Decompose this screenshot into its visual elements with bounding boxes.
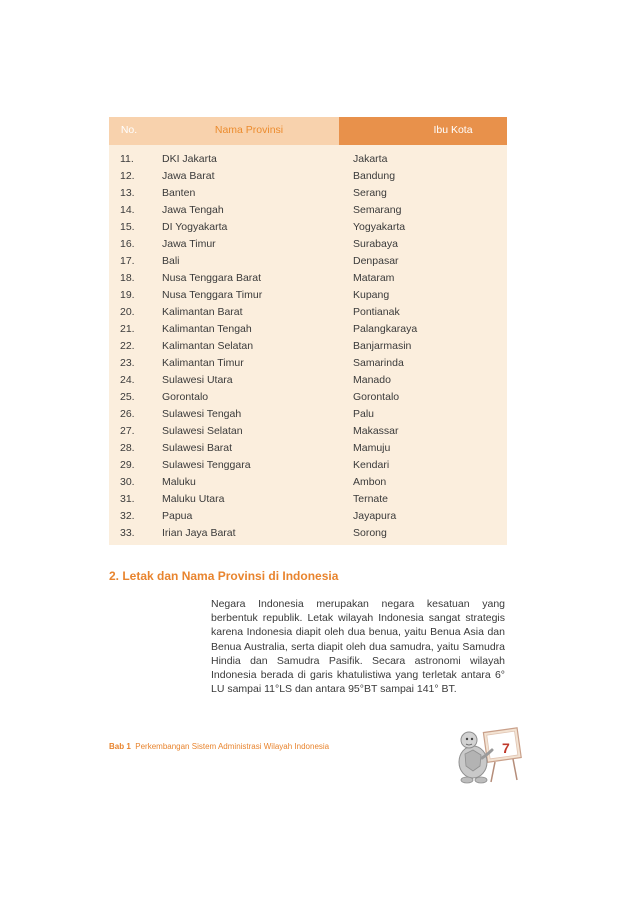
province-name: Jawa Timur <box>162 238 216 250</box>
row-number: 28. <box>120 442 135 454</box>
row-number: 20. <box>120 306 135 318</box>
row-number: 11. <box>120 153 134 165</box>
province-name: Jawa Barat <box>162 170 215 182</box>
row-number: 33. <box>120 527 135 539</box>
table-header <box>109 117 507 145</box>
capital-name: Mamuju <box>353 442 391 454</box>
row-number: 32. <box>120 510 135 522</box>
capital-name: Yogyakarta <box>353 221 406 233</box>
row-number: 16. <box>120 238 135 250</box>
capital-name: Semarang <box>353 204 402 216</box>
footer-title: Perkembangan Sistem Administrasi Wilayah Indonesia <box>135 742 330 751</box>
province-name: DKI Jakarta <box>162 153 217 165</box>
province-name: Maluku Utara <box>162 493 225 505</box>
province-table <box>109 117 507 545</box>
row-number: 31. <box>120 493 135 505</box>
table-body <box>109 151 507 542</box>
capital-name: Makassar <box>353 425 399 437</box>
row-number: 26. <box>120 408 135 420</box>
capital-name: Denpasar <box>353 255 399 267</box>
capital-name: Palu <box>353 408 375 420</box>
row-number: 25. <box>120 391 135 403</box>
province-name: Bali <box>162 255 180 267</box>
header-capital: Ibu Kota <box>339 117 507 145</box>
table-row <box>109 219 507 236</box>
capital-name: Sorong <box>353 527 387 539</box>
table-row <box>109 440 507 457</box>
province-name: Nusa Tenggara Timur <box>162 289 263 301</box>
province-name: Gorontalo <box>162 391 209 403</box>
capital-name: Bandung <box>353 170 396 182</box>
province-name: Kalimantan Selatan <box>162 340 254 352</box>
capital-name: Mataram <box>353 272 395 284</box>
table-row <box>109 372 507 389</box>
capital-name: Kendari <box>353 459 390 471</box>
capital-name: Gorontalo <box>353 391 400 403</box>
row-number: 27. <box>120 425 135 437</box>
province-name: Sulawesi Selatan <box>162 425 243 437</box>
row-number: 24. <box>120 374 135 386</box>
province-name: Jawa Tengah <box>162 204 224 216</box>
row-number: 23. <box>120 357 135 369</box>
capital-name: Surabaya <box>353 238 398 250</box>
province-name: Sulawesi Tengah <box>162 408 242 420</box>
province-name: Sulawesi Utara <box>162 374 233 386</box>
table-row <box>109 474 507 491</box>
row-number: 12. <box>120 170 135 182</box>
table-row <box>109 338 507 355</box>
table-row <box>109 321 507 338</box>
row-number: 14. <box>120 204 135 216</box>
table-row <box>109 355 507 372</box>
page-number: 7 <box>502 740 510 756</box>
table-row <box>109 151 507 168</box>
row-number: 15. <box>120 221 135 233</box>
province-name: Kalimantan Timur <box>162 357 244 369</box>
row-number: 22. <box>120 340 135 352</box>
capital-name: Banjarmasin <box>353 340 412 352</box>
header-province: Nama Provinsi <box>149 117 339 145</box>
table-row <box>109 236 507 253</box>
section-heading: 2. Letak dan Nama Provinsi di Indonesia <box>109 569 339 583</box>
row-number: 13. <box>120 187 135 199</box>
capital-name: Samarinda <box>353 357 404 369</box>
province-name: Sulawesi Barat <box>162 442 233 454</box>
province-name: Sulawesi Tenggara <box>162 459 251 471</box>
table-row <box>109 304 507 321</box>
province-name: Irian Jaya Barat <box>162 527 236 539</box>
row-number: 29. <box>120 459 135 471</box>
province-name: Kalimantan Barat <box>162 306 243 318</box>
page-footer <box>109 742 329 751</box>
capital-name: Manado <box>353 374 391 386</box>
table-row <box>109 389 507 406</box>
table-row <box>109 185 507 202</box>
table-row <box>109 202 507 219</box>
capital-name: Serang <box>353 187 387 199</box>
table-row <box>109 423 507 440</box>
section-paragraph: Negara Indonesia merupakan negara kesatuan yang berbentuk republik. Letak wilayah Indonesia sangat strategis karena Indonesia diapit oleh dua benua, yaitu Benua Asia dan Benua Australia, serta diapit oleh dua samudra, yaitu Samudra Hindia dan Samudra Pasifik. Secara astronomi wilayah Indonesia berada di garis khatulistiwa yang terletak antara 6° LU sampai 11°LS dan antara 95°BT sampai 141° BT. <box>211 598 505 696</box>
footer-chapter: Bab 1 <box>109 742 131 751</box>
table-row <box>109 168 507 185</box>
table-row <box>109 287 507 304</box>
capital-name: Ternate <box>353 493 389 505</box>
capital-name: Ambon <box>353 476 387 488</box>
table-row <box>109 406 507 423</box>
row-number: 17. <box>120 255 135 267</box>
province-name: Nusa Tenggara Barat <box>162 272 262 284</box>
turtle-mascot-with-easel <box>455 722 523 786</box>
table-row <box>109 508 507 525</box>
row-number: 21. <box>120 323 135 335</box>
row-number: 30. <box>120 476 135 488</box>
row-number: 18. <box>120 272 135 284</box>
table-row <box>109 457 507 474</box>
table-row <box>109 253 507 270</box>
table-row <box>109 525 507 542</box>
capital-name: Palangkaraya <box>353 323 418 335</box>
table-row <box>109 491 507 508</box>
province-name: Kalimantan Tengah <box>162 323 252 335</box>
province-name: Maluku <box>162 476 196 488</box>
capital-name: Pontianak <box>353 306 400 318</box>
province-name: Papua <box>162 510 193 522</box>
capital-name: Jayapura <box>353 510 397 522</box>
province-name: Banten <box>162 187 196 199</box>
capital-name: Kupang <box>353 289 390 301</box>
table-row <box>109 270 507 287</box>
province-name: DI Yogyakarta <box>162 221 228 233</box>
header-no: No. <box>109 117 149 145</box>
row-number: 19. <box>120 289 135 301</box>
capital-name: Jakarta <box>353 153 388 165</box>
